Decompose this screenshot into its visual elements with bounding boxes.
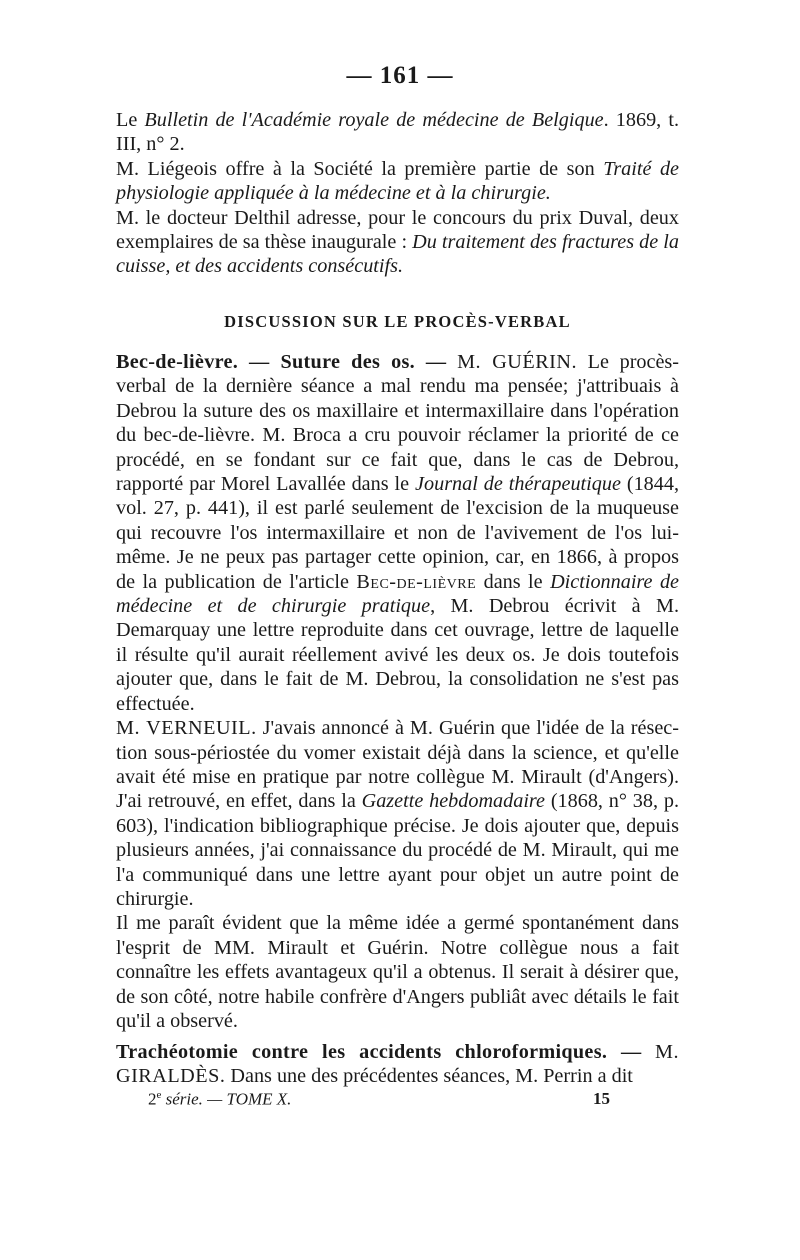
footer-series: [148, 1089, 291, 1110]
intro-block: [116, 108, 679, 279]
footer-series-number: 2: [148, 1089, 157, 1109]
section2-title: Trachéotomie contre les accidents chloroformiques. —: [116, 1041, 642, 1063]
section2-speaker: M. GIRALDÈS.: [116, 1041, 680, 1088]
section1-block: [116, 350, 679, 1033]
section1-paragraph-1: Bec-de-lièvre. — Suture des os. — M. GUÉRIN. Le procès-verbal de la dernière séance a mal rendu ma pensée; j'attribuais à Debrou la suture des os maxillaire et intermaxillaire dans l'opération du bec-de-lièvre. M. Broca a cru pouvoir réclamer la priorité de ce procédé, en se fondant sur ce fait que, dans le cas de Debrou, rapporté par Morel Lavallée dans le Journal de thérapeutique (1844, vol. 27, p. 441), il est parlé seulement de l'excision de la muqueuse qui recouvre l'os intermaxillaire et non de l'avivement de l'os lui-même. Je ne peux pas partager cette opinion, car, en 1866, à propos de la publication de l'article Bec-de-lièvre dans le Dictionnaire de médecine et de chirurgie pratique, M. Debrou écrivit à M. Demarquay une lettre reproduite dans cet ouvrage, lettre de laquelle il résulte qu'il aurait réellement avivé les deux os. Je dois toutefois ajouter que, dans le fait de M. Debrou, la consolidation ne s'est pas effectuée.: [116, 351, 680, 715]
intro-paragraph-3: M. le docteur Delthil adresse, pour le concours du prix Duval, deux exemplaires de sa thèse inaugurale : Du traitement des fractures de la cuisse, et des accidents consécutifs.: [116, 206, 680, 278]
page-number: — 161 —: [346, 62, 454, 89]
footer-signature: 15: [593, 1089, 610, 1108]
section2-text: Dans une des précédentes séances, M. Perrin a dit: [230, 1065, 633, 1088]
intro-paragraph-1: Le Bulletin de l'Académie royale de médecine de Belgique. 1869, t. III, n° 2.: [116, 109, 680, 156]
section1-speaker: M. GUÉRIN.: [457, 351, 578, 373]
section1-title: Bec-de-lièvre. — Suture des os. —: [116, 351, 447, 373]
section2-block: [116, 1040, 679, 1089]
footer-series-sup: e: [156, 1089, 162, 1101]
section1-paragraph-3: Il me paraît évident que la même idée a germé spontanément dans l'esprit de MM. Mirault et Guérin. Notre collègue nous a fait connaître les effets avantageux qu'il a obtenus. Il serait à désirer que, de son côté, notre habile confrère d'Angers publiât avec détails le fait qu'il a observé.: [116, 912, 679, 1032]
footer-series-text: série. — TOME X.: [165, 1089, 292, 1109]
section-heading: DISCUSSION SUR LE PROCÈS-VERBAL: [224, 312, 571, 331]
section1-speaker2: M. VERNEUIL.: [116, 717, 257, 740]
intro-paragraph-2: M. Liégeois offre à la Société la première partie de son Traité de physiologie appliquée à la médecine et à la chirurgie.: [116, 157, 680, 205]
section1-paragraph-2: M. VERNEUIL. J'avais annoncé à M. Guérin que l'idée de la résection sous-périostée du vomer existait déjà dans la science, et qu'elle avait été mise en pratique par notre collègue M. Mirault (d'Angers). J'ai retrouvé, en effet, dans la Gazette hebdomadaire (1868, n° 38, p. 603), l'indication bibliographique précise. Je dois ajouter que, depuis plusieurs années, j'ai connaissance du procédé de M. Mirault, qui me l'a communiqué dans une lettre ayant pour objet un autre point de chirurgie.: [116, 717, 679, 910]
section2-paragraph: [116, 1040, 679, 1089]
